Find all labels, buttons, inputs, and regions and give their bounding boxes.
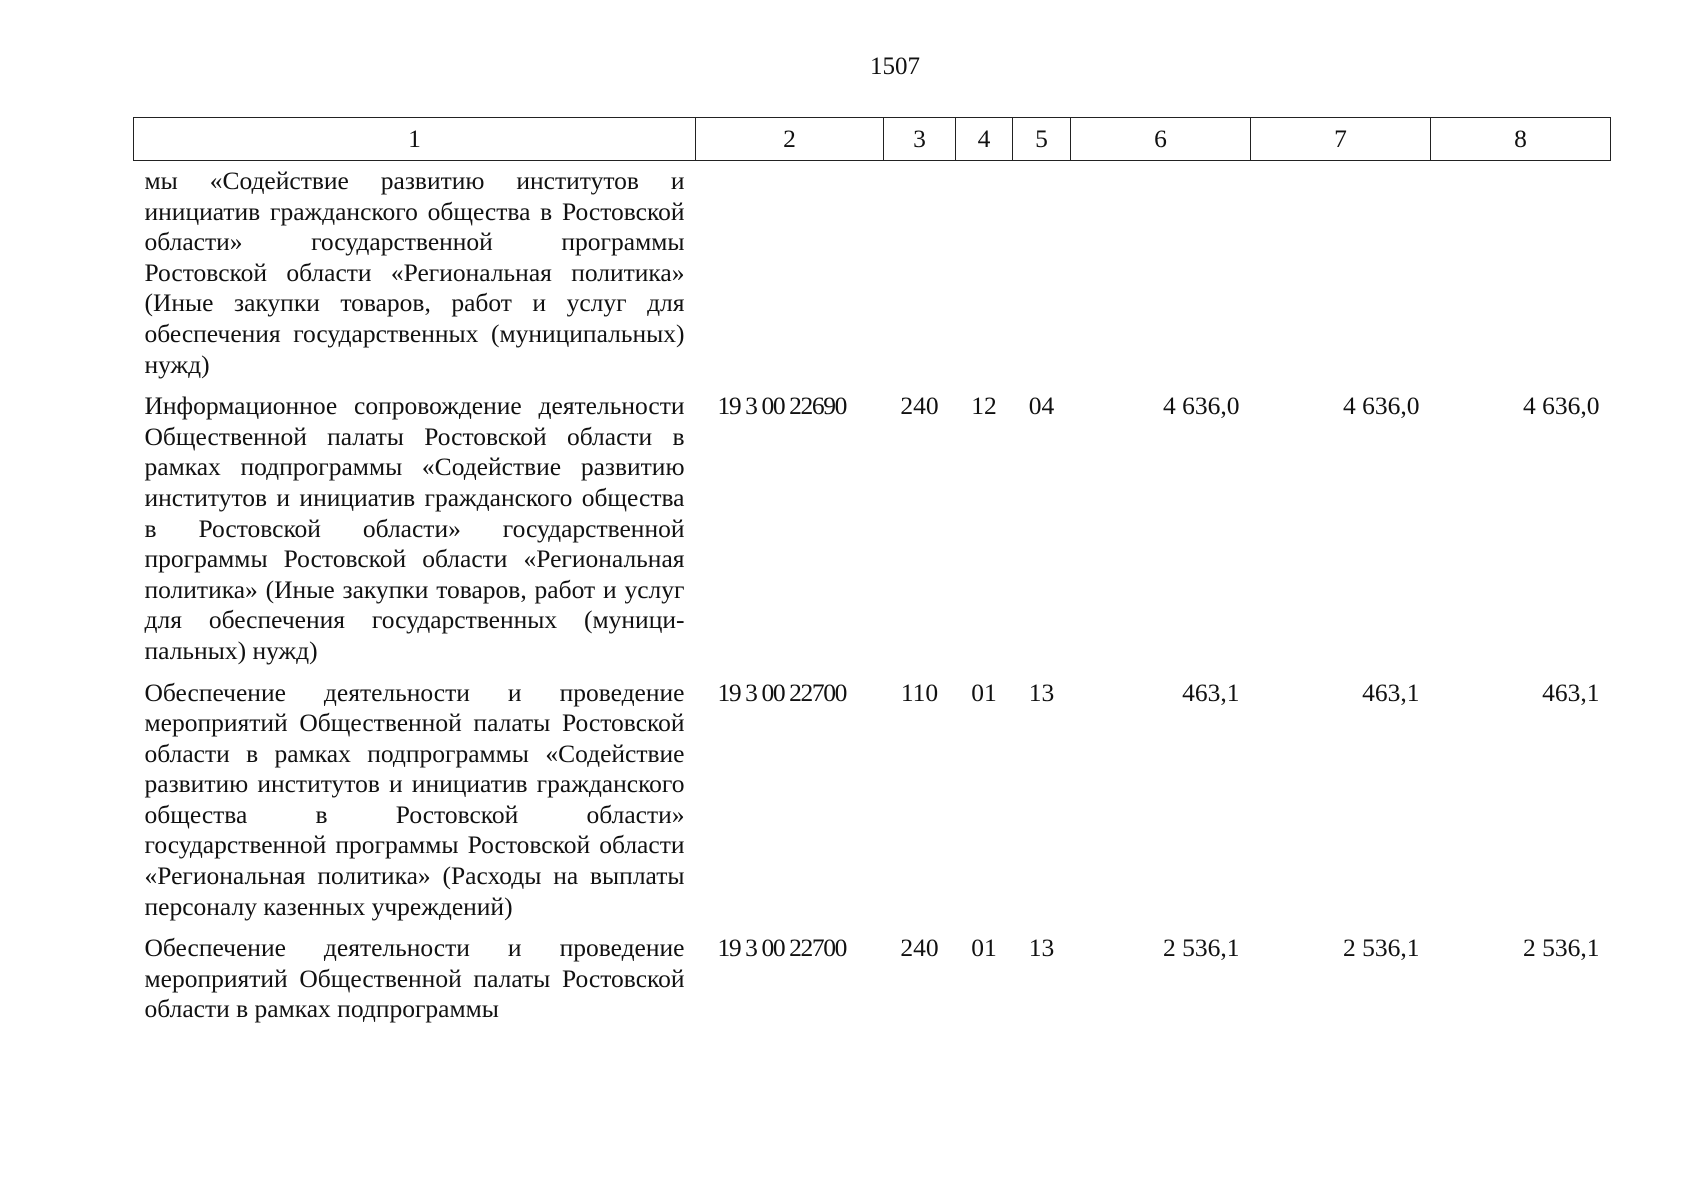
column-header-3: 3 — [884, 118, 956, 161]
row-expense-type: 240 — [900, 391, 939, 421]
row-expense-type: 110 — [900, 677, 939, 707]
table-row — [134, 667, 1611, 923]
row-amount-6: 2 536,1 — [1163, 933, 1240, 963]
budget-table — [133, 117, 1611, 1025]
table-row — [134, 161, 1611, 381]
row-amount-7: 2 536,1 — [1343, 933, 1420, 963]
row-amount-8: 2 536,1 — [1523, 933, 1600, 963]
row-subsection: 04 — [1028, 391, 1055, 421]
row-target-code: 19 3 00 22700 — [717, 933, 846, 963]
row-description: Обеспечение деятельности и проведение мероприятий Общественной палаты Ростовской области в рамках подпрограммы — [144, 933, 685, 1024]
table-header-row — [134, 118, 1611, 161]
row-subsection — [1013, 161, 1071, 381]
row-target-code: 19 3 00 22690 — [717, 391, 846, 421]
row-section: 01 — [971, 933, 997, 963]
row-expense-type: 240 — [900, 933, 939, 963]
row-amount-8 — [1431, 161, 1611, 381]
column-header-6: 6 — [1071, 118, 1251, 161]
row-description: Информационное сопровождение деятельности Общественной палаты Ростовской области в рамках подпрограммы «Содействие развитию институтов и инициатив гражданского общества в Ростовской области» государственной программы Ростовской области «Региональная политика» (Иные закупки товаров, работ и услуг для обеспечения государственных (муниципальных) нужд) — [144, 391, 685, 665]
row-section: 12 — [971, 391, 997, 421]
column-header-7: 7 — [1251, 118, 1431, 161]
table-body — [134, 161, 1611, 1026]
row-target-code — [696, 161, 884, 381]
page-number: 1507 — [870, 53, 920, 80]
row-expense-type — [884, 161, 956, 381]
table-header — [134, 118, 1611, 161]
column-header-1: 1 — [134, 118, 696, 161]
table-row — [134, 380, 1611, 666]
row-amount-7: 4 636,0 — [1343, 391, 1420, 421]
row-amount-8: 463,1 — [1542, 677, 1600, 707]
row-subsection: 13 — [1028, 677, 1055, 707]
row-amount-6: 4 636,0 — [1163, 391, 1240, 421]
row-amount-8: 4 636,0 — [1523, 391, 1600, 421]
column-header-4: 4 — [956, 118, 1013, 161]
column-header-5: 5 — [1013, 118, 1071, 161]
row-amount-7 — [1251, 161, 1431, 381]
row-section — [956, 161, 1013, 381]
row-description: мы «Содействие развитию институтов и инициатив гражданского общества в Ростовской области» государственной программы Ростовской области «Региональная политика» (Иные закупки товаров, работ и услуг для обеспечения государственных (муниципальных) нужд) — [144, 166, 685, 379]
row-amount-6 — [1071, 161, 1251, 381]
row-section: 01 — [971, 677, 997, 707]
column-header-8: 8 — [1431, 118, 1611, 161]
column-header-2: 2 — [696, 118, 884, 161]
row-description: Обеспечение деятельности и проведение мероприятий Общественной палаты Ростовской области в рамках подпрограммы «Содействие развитию институтов и инициатив гражданского общества в Ростовской области» государственной программы Ростовской области «Региональная политика» (Расходы на выплаты персоналу казенных учреждений) — [144, 677, 685, 921]
row-subsection: 13 — [1028, 933, 1055, 963]
row-amount-6: 463,1 — [1182, 677, 1240, 707]
table-row — [134, 922, 1611, 1025]
row-target-code: 19 3 00 22700 — [717, 677, 846, 707]
row-amount-7: 463,1 — [1362, 677, 1420, 707]
